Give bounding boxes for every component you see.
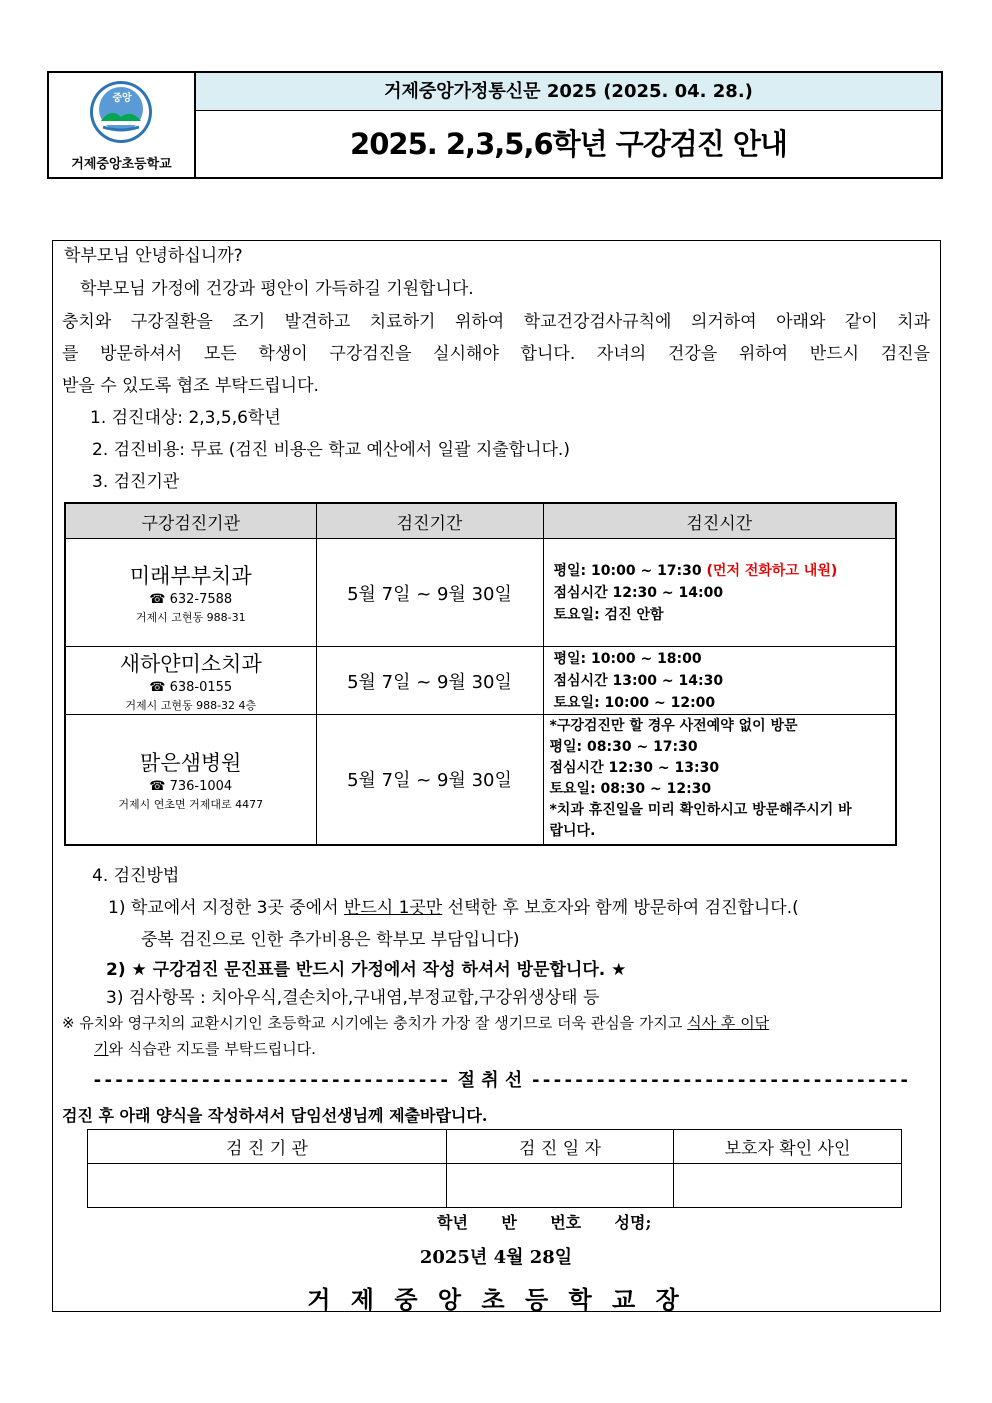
method-1-text: 선택한 후 보호자와 함께 방문하여 검진합니다.( [442, 898, 799, 918]
institution-field[interactable] [88, 1164, 447, 1208]
note-text: 와 식습관 지도를 부탁드립니다. [108, 1040, 316, 1058]
hours-line: 토요일: 08:30 ~ 12:30 [549, 781, 712, 798]
intro-line-2: 를 방문하셔서 모든 학생이 구강검진을 실시해야 합니다. 자녀의 건강을 위하여 반드시 검진을 [62, 344, 930, 364]
hours-line: 점심시간 13:00 ~ 14:30 [553, 672, 724, 689]
table-row [65, 647, 896, 715]
clinic-address: 거제시 고현동 988-31 [135, 611, 246, 624]
clinic-period: 5월 7일 ~ 9월 30일 [316, 715, 543, 845]
header-hours: 검진시간 [543, 503, 896, 539]
clinic-phone: ☎ 736-1004 [149, 778, 233, 794]
table-header-row [65, 503, 896, 539]
method-1-text: 1) 학교에서 지정한 3곳 중에서 [108, 898, 344, 918]
reply-header-signature: 보호자 확인 사인 [674, 1130, 902, 1164]
date-field[interactable] [447, 1164, 674, 1208]
header [47, 71, 943, 179]
hours-line: 토요일: 10:00 ~ 12:00 [553, 694, 716, 711]
intro-line-3: 받을 수 있도록 협조 부탁드립니다. [62, 376, 319, 396]
cut-line-dashes: ----------------------------------- [530, 1070, 910, 1091]
note-text: ※ 유치와 영구치의 교환시기인 초등학교 시기에는 충치가 가장 잘 생기므로 더욱 관심을 가지고 [62, 1014, 688, 1032]
item-cost: 2. 검진비용: 무료 (검진 비용은 학교 예산에서 일괄 지출합니다.) [92, 440, 570, 460]
table-row [65, 539, 896, 647]
clinic-hours [543, 715, 896, 845]
call-first-note: (먼저 전화하고 내원) [706, 562, 838, 579]
method-1-emphasis: 반드시 1곳만 [343, 898, 443, 918]
clinic-period: 5월 7일 ~ 9월 30일 [316, 539, 543, 647]
reply-input-row [88, 1164, 902, 1208]
clinic-name: 미래부부치과 [129, 564, 252, 588]
reply-table [87, 1129, 902, 1208]
clinic-period: 5월 7일 ~ 9월 30일 [316, 647, 543, 715]
cut-line [92, 1066, 910, 1092]
issue-date: 2025년 4월 28일 [419, 1247, 573, 1268]
clinic-phone: ☎ 632-7588 [149, 592, 233, 607]
header-institution: 구강검진기관 [65, 503, 316, 539]
note-emphasis: 기 [94, 1040, 109, 1058]
header-period: 검진기간 [316, 503, 543, 539]
method-1-cont: 중복 검진으로 인한 추가비용은 학부모 부담입니다) [141, 930, 520, 950]
method-title: 4. 검진방법 [92, 866, 180, 886]
hours-line: *치과 휴진일을 미리 확인하시고 방문해주시기 바 [549, 802, 852, 819]
note-emphasis: 식사 후 이닦 [687, 1014, 770, 1032]
logo-cell [49, 73, 196, 177]
schedule-table [64, 502, 897, 846]
reply-header-row [88, 1130, 902, 1164]
clinic-address: 거제시 고현동 988-32 4층 [125, 699, 257, 712]
clinic-name: 맑은샘병원 [140, 750, 242, 775]
cut-line-label: 절 취 선 [457, 1070, 523, 1091]
page-title: 2025. 2,3,5,6학년 구강검진 안내 [350, 127, 787, 161]
table-row [65, 715, 896, 845]
hours-line: 토요일: 검진 안함 [553, 606, 664, 623]
clinic-hours [543, 647, 896, 715]
hours-line: 점심시간 12:30 ~ 13:30 [549, 760, 720, 777]
clinic-phone: ☎ 638-0155 [149, 680, 233, 695]
method-3: 3) 검사항목 : 치아우식,결손치아,구내염,부정교합,구강위생상태 등 [106, 988, 600, 1008]
cut-line-dashes: --------------------------------- [92, 1070, 450, 1091]
item-institution: 3. 검진기관 [92, 472, 180, 492]
hours-line: *구강검진만 할 경우 사전예약 없이 방문 [549, 718, 798, 735]
logo-badge: 중앙 [112, 93, 132, 104]
greeting: 학부모님 안녕하십니까? [64, 246, 243, 266]
method-1 [108, 893, 799, 918]
clinic-name: 새하얀미소치과 [119, 652, 262, 676]
intro-line-1: 충치와 구강질환을 조기 발견하고 치료하기 위하여 학교건강검사규칙에 의거하여 아래와 같이 치과 [62, 312, 930, 332]
hours-line: 점심시간 12:30 ~ 14:00 [553, 584, 724, 601]
reply-instruction: 검진 후 아래 양식을 작성하셔서 담임선생님께 제출바랍니다. [62, 1106, 488, 1125]
newsletter-label: 거제중앙가정통신문 2025 (2025. 04. 28.) [196, 73, 941, 111]
wish-text: 학부모님 가정에 건강과 평안이 가득하길 기원합니다. [80, 279, 474, 299]
reply-header-institution: 검 진 기 관 [88, 1130, 447, 1164]
hours-line: 평일: 10:00 ~ 18:00 [553, 650, 702, 667]
principal-signature: 거 제 중 앙 초 등 학 교 장 [307, 1285, 685, 1314]
item-target: 1. 검진대상: 2,3,5,6학년 [90, 408, 281, 428]
school-name: 거제중앙초등학교 [71, 157, 172, 172]
signature-field[interactable] [674, 1164, 902, 1208]
student-info-line: 학년 반 번호 성명; [437, 1213, 652, 1232]
note-line-2 [94, 1038, 316, 1059]
note-line-1 [62, 1012, 769, 1033]
reply-header-date: 검 진 일 자 [447, 1130, 674, 1164]
clinic-address: 거제시 연초면 거제대로 4477 [118, 797, 264, 811]
hours-line: 랍니다. [549, 823, 596, 840]
clinic-hours [543, 539, 896, 647]
hours-line: 평일: 08:30 ~ 17:30 [549, 739, 698, 756]
hours-line: 평일: 10:00 ~ 17:30 [553, 562, 702, 579]
method-2: 2) ★ 구강검진 문진표를 반드시 가정에서 작성 하셔서 방문합니다. ★ [106, 960, 627, 980]
